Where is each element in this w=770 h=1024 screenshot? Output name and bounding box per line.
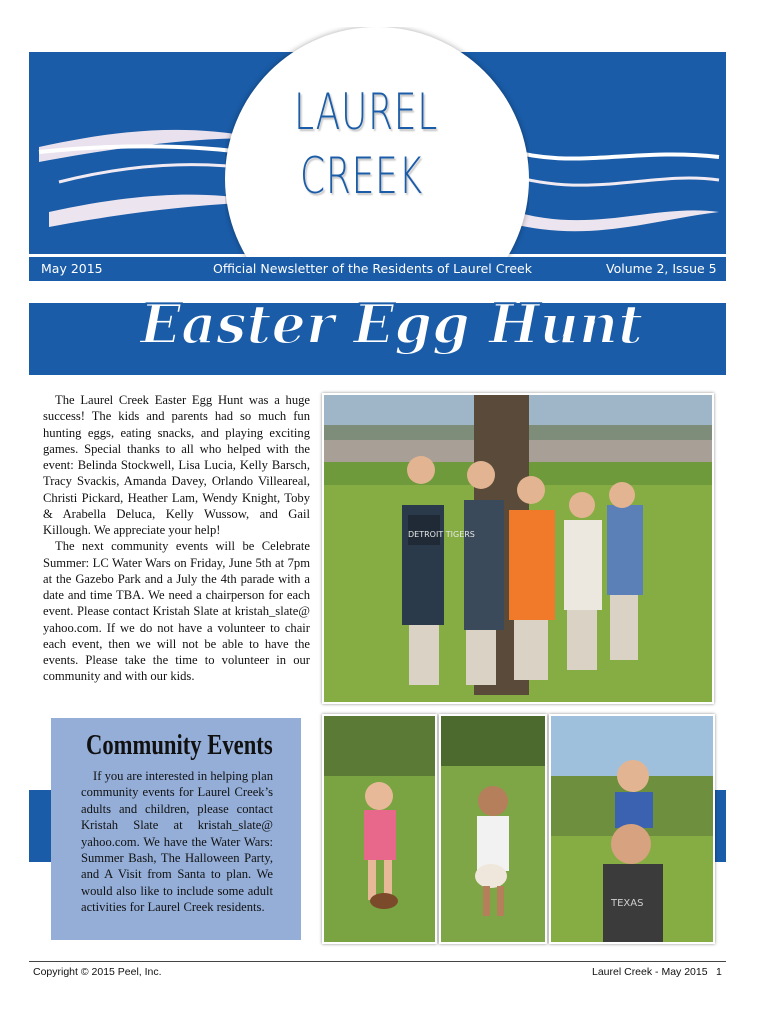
toddler-girl-photo (322, 714, 437, 944)
shirt-text: DETROIT TIGERS (408, 530, 475, 539)
shirt-print: TEXAS (611, 898, 644, 909)
footer-copyright: Copyright © 2015 Peel, Inc. (33, 966, 162, 978)
piggyback-boys-photo (549, 714, 715, 944)
community-paragraph: If you are interested in helping plan community events for Laurel Creek’s adults and children, please contact Kristah Slate at kristah_slate@ yahoo.com. We have the Water Wars: Summer Bash, The Halloween Party, and A Visit from Santa to plan. We would also like to include some adult activities for Laurel Creek residents. (81, 769, 273, 915)
newsletter-tagline: Official Newsletter of the Residents of Laurel Creek (213, 261, 532, 276)
info-bar (29, 257, 726, 281)
newsletter-title-line-1: LAUREL (294, 83, 438, 141)
footer-issue-label: Laurel Creek - May 2015 (592, 966, 708, 978)
toddler-basket-photo (439, 714, 547, 944)
issue-date: May 2015 (41, 261, 103, 276)
side-tab-left (29, 790, 51, 862)
article-paragraph: The Laurel Creek Easter Egg Hunt was a huge success! The kids and parents had so much fun hunting eggs, eating snacks, and playing exciting games. Special thanks to all who helped with the event: Belinda Stockwell, Lisa Lucia, Kelly Barsch, Tracy Svackis, Amanda Davey, Orlando Villeareal, Christi Pickard, Heather Lam, Wendy Knight, Toby & Arabella Deluca, Kelly Wussow, and Gail Killough. We appreciate your help! (43, 393, 310, 537)
article-paragraph: The next community events will be Celebrate Summer: LC Water Wars on Friday, June 5th at 7pm at the Gazebo Park and a July the 4th parade with a date and time TBA. We need a chairperson for each event. Please contact Kristah Slate at kristah_slate@ yahoo.com. If we do not have a volunteer to chair each event, then we will not be able to have the events. Please take the time to volunteer in our community and with our kids. (43, 539, 310, 684)
community-events-heading: Community Events (86, 729, 273, 761)
footer-page-number: 1 (716, 966, 722, 978)
community-events-text (81, 768, 273, 916)
footer-rule (29, 961, 726, 962)
easter-kids-group-photo (322, 393, 714, 704)
article-headline: Easter Egg Hunt (140, 292, 644, 356)
article-body (43, 392, 310, 685)
newsletter-title-line-2: CREEK (300, 147, 423, 205)
volume-issue: Volume 2, Issue 5 (606, 261, 717, 276)
